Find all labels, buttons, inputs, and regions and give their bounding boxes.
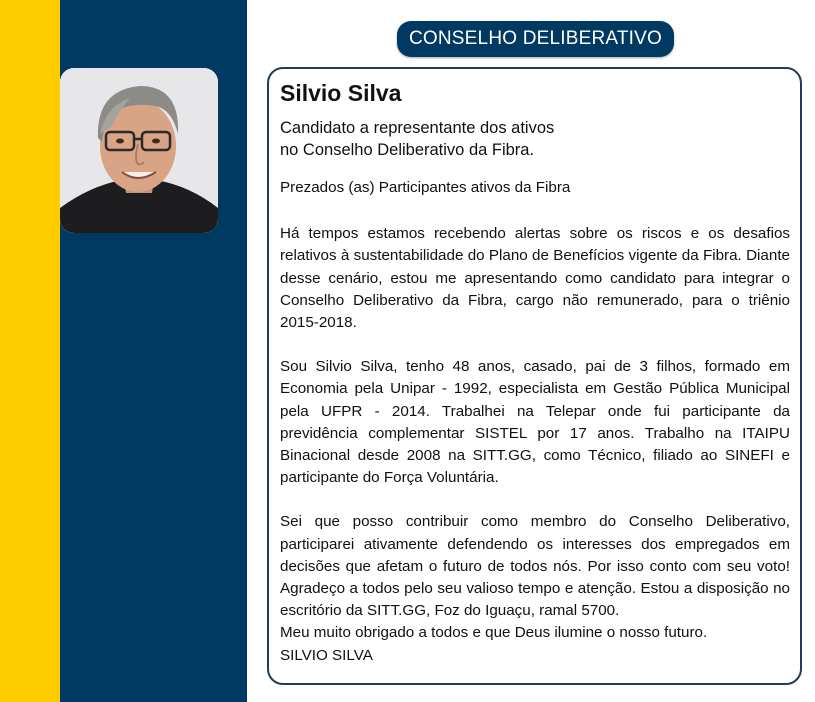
candidate-photo: [60, 68, 218, 233]
letter-signature: SILVIO SILVA: [280, 646, 373, 664]
letter-paragraph-2: Sou Silvio Silva, tenho 48 anos, casado, pai de 3 filhos, formado em Economia pela Unipar - 1992, especialista em Gestão Pública Municipal pela UFPR - 2014. Trabalhei na Telepar onde fui participante da previdência complementar SISTEL por 17 anos. Trabalho na ITAIPU Binacional desde 2008 na SITT.GG, como Técnico, filiado ao SINEFI e participante do Força Voluntária.: [280, 358, 790, 487]
letter-paragraph-3: Sei que posso contribuir como membro do Conselho Deliberativo, participarei ativamente defendendo os interesses dos empregados em decisões que afetam o futuro de todos nós. Por isso conto com seu voto! Agradeço a todos pelo seu valioso tempo e atenção. Estou a disposição no escritório da SITT.GG, Foz do Iguaçu, ramal 5700.: [280, 513, 790, 620]
section-title: CONSELHO DELIBERATIVO: [397, 21, 674, 57]
candidate-card: [267, 67, 802, 685]
yellow-stripe: [0, 0, 60, 702]
letter-greeting: Prezados (as) Participantes ativos da Fibra: [280, 179, 571, 196]
candidate-name: Silvio Silva: [280, 80, 402, 106]
portrait-image: [60, 68, 218, 233]
candidate-subtitle: Candidato a representante dos ativos no Conselho Deliberativo da Fibra.: [280, 119, 555, 159]
letter-paragraph-1: Há tempos estamos recebendo alertas sobre os riscos e os desafios relativos à sustentabilidade do Plano de Benefícios vigente da Fibra. Diante desse cenário, estou me apresentando como candidato para integrar o Conselho Deliberativo da Fibra, cargo não remunerado, para o triênio 2015-2018.: [280, 225, 790, 332]
letter-closing: Meu muito obrigado a todos e que Deus ilumine o nosso futuro.: [280, 624, 708, 642]
